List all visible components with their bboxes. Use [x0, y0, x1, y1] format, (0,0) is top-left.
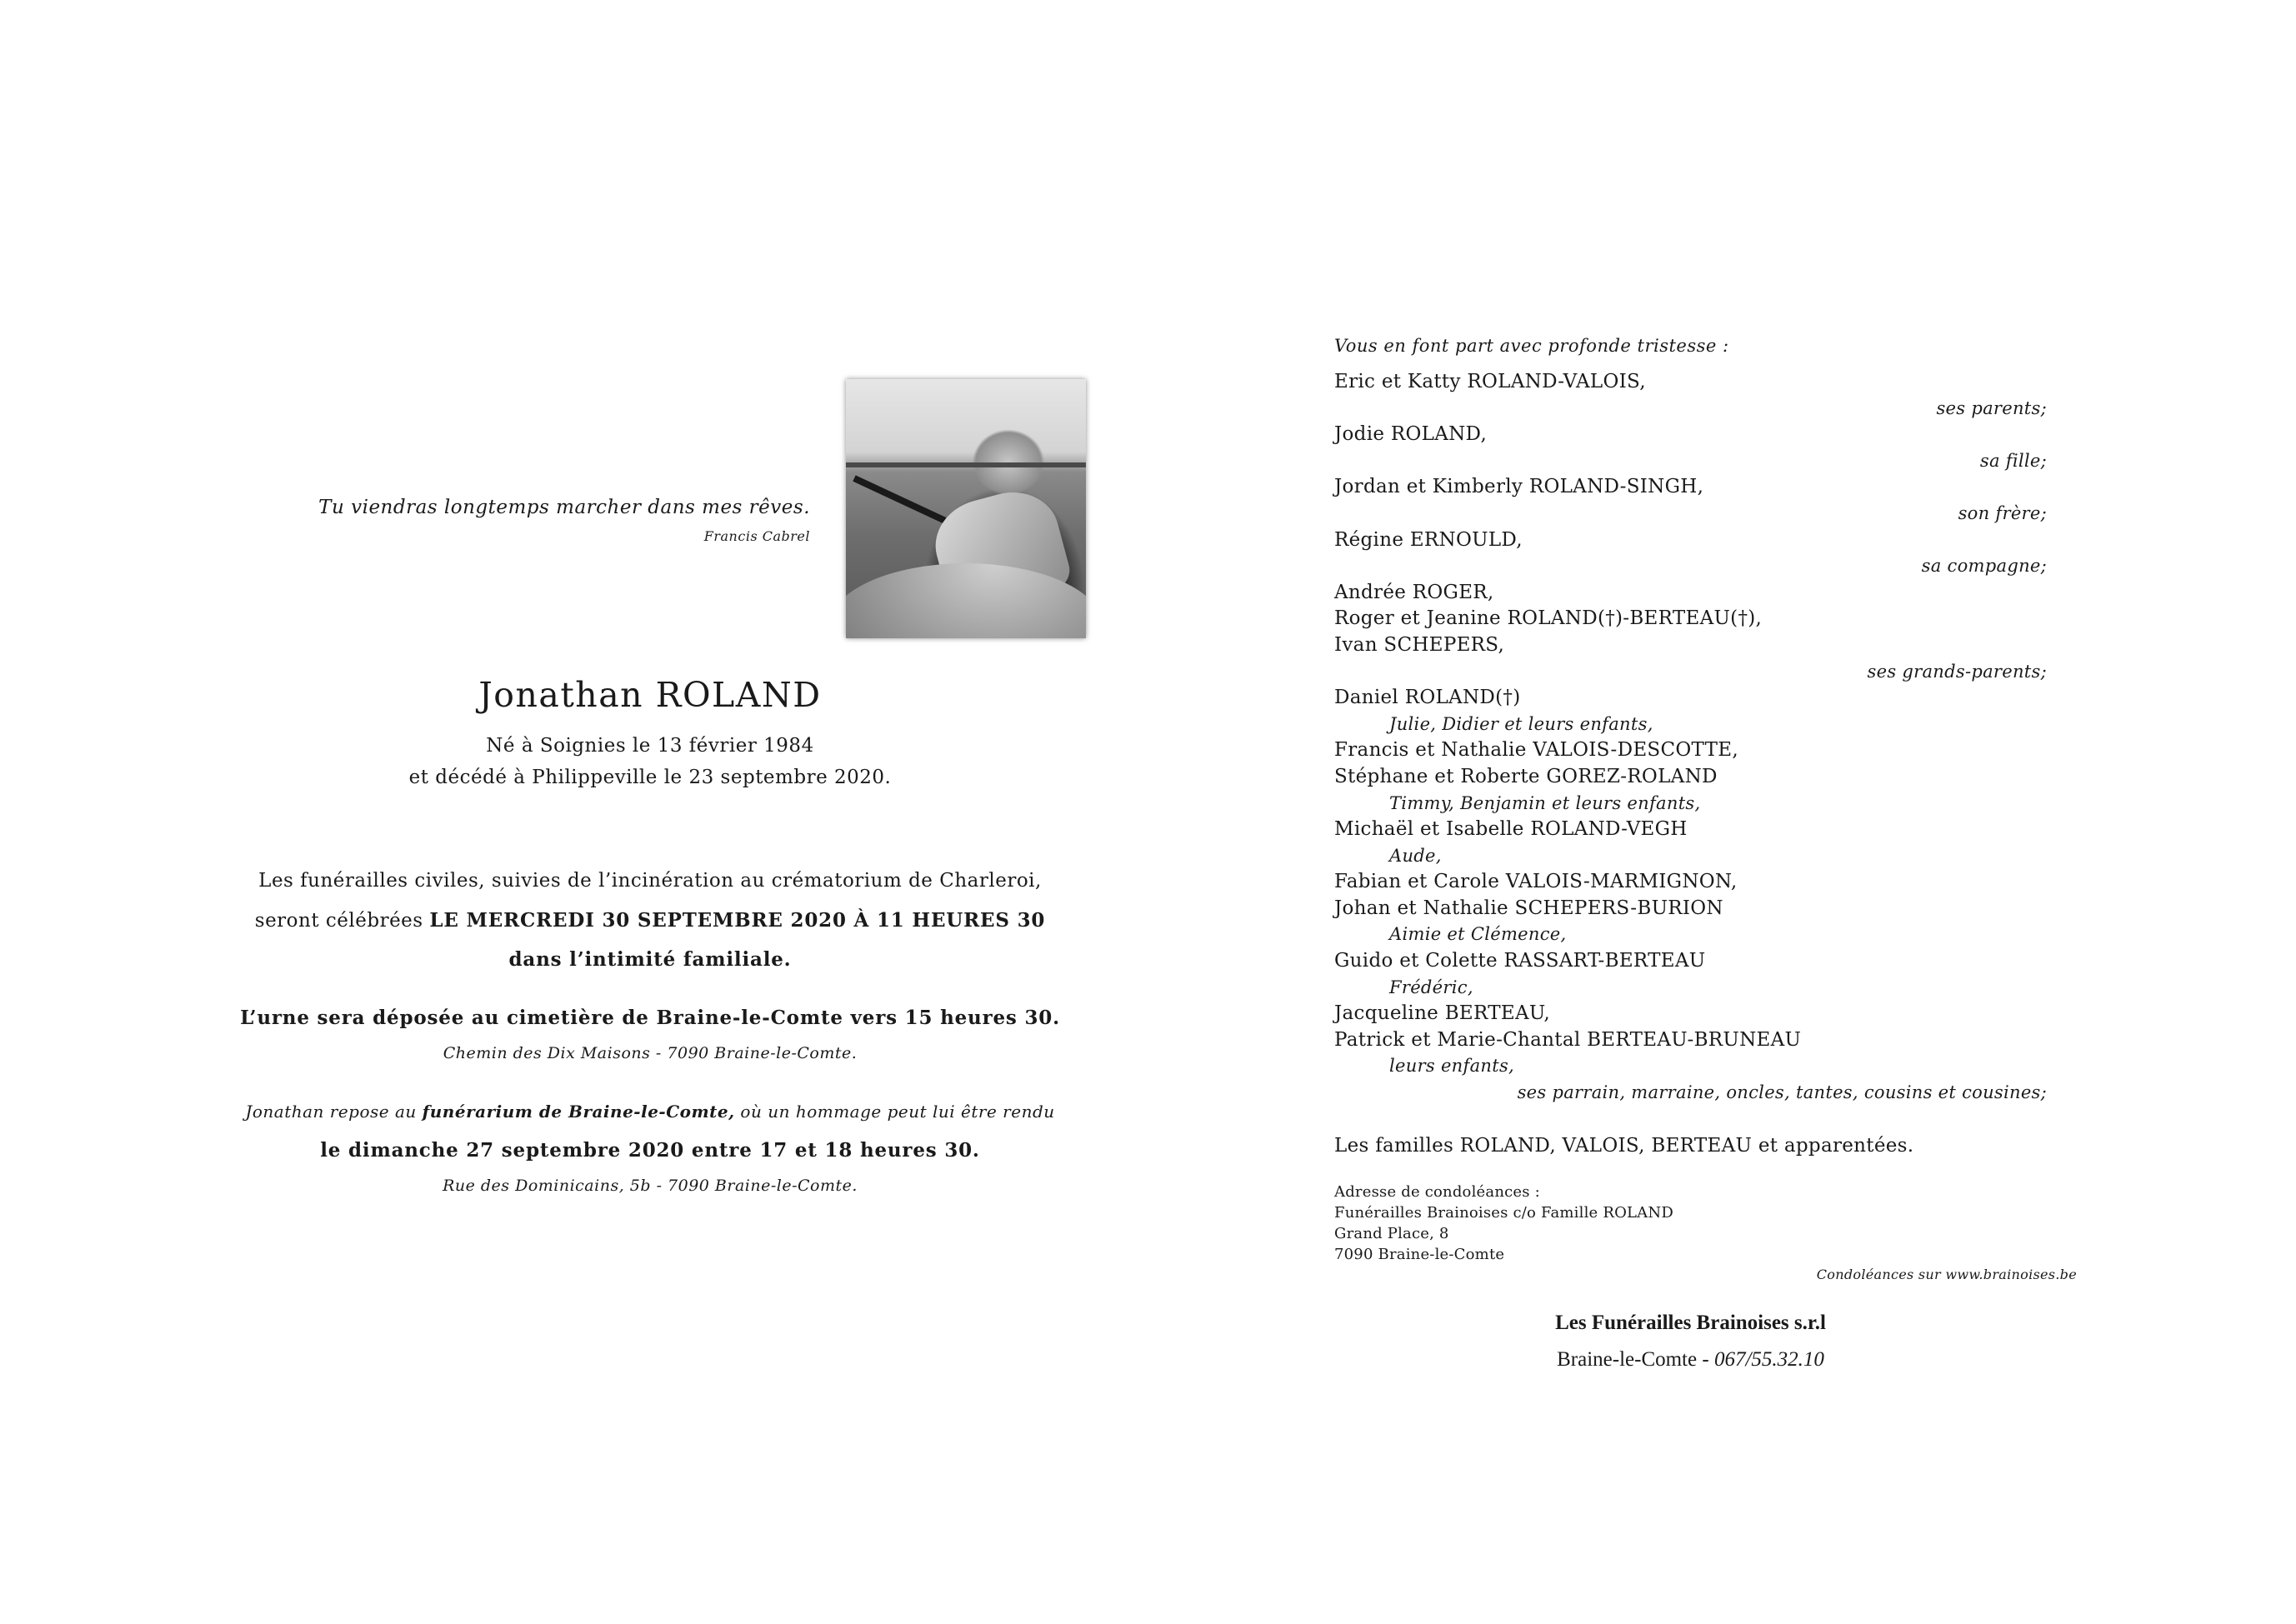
funeral-date: LE MERCREDI 30 SEPTEMBRE 2020 À 11 HEURES 30: [429, 909, 1046, 932]
contact-separator: -: [1697, 1348, 1714, 1371]
condolence-address-line: 7090 Braine-le-Comte: [1334, 1246, 1505, 1263]
epitaph-quote: Tu viendras longtemps marcher dans mes rêves.: [318, 497, 810, 518]
deceased-name: Jonathan ROLAND: [478, 675, 822, 715]
company-phone: 067/55.32.10: [1713, 1348, 1824, 1371]
urn-info: L’urne sera déposée au cimetière de Braine-le-Comte vers 15 heures 30.: [240, 1007, 1060, 1029]
family-relation: ses grands-parents;: [1867, 661, 2047, 682]
condolence-website: Condoléances sur www.brainoises.be: [1816, 1267, 2077, 1282]
company-city: Braine-le-Comte: [1557, 1348, 1698, 1371]
family-row: Francis et Nathalie VALOIS-DESCOTTE,: [1334, 739, 1738, 762]
family-list: [1334, 369, 2047, 1107]
family-relation: ses parents;: [1936, 397, 2047, 418]
condolence-address-label: Adresse de condoléances :: [1334, 1183, 1540, 1201]
announcement-intro: Vous en font part avec profonde tristesse :: [1334, 336, 1729, 356]
family-relation: son frère;: [1958, 502, 2047, 523]
family-row: Daniel ROLAND(†): [1334, 687, 1521, 709]
family-row: Michaël et Isabelle ROLAND-VEGH: [1334, 818, 1688, 841]
families-line: Les familles ROLAND, VALOIS, BERTEAU et apparentées.: [1334, 1135, 1914, 1157]
repose-when: le dimanche 27 septembre 2020 entre 17 et 18 heures 30.: [320, 1139, 980, 1162]
family-row: Jordan et Kimberly ROLAND-SINGH,: [1334, 476, 1704, 498]
family-children: Timmy, Benjamin et leurs enfants,: [1389, 792, 1701, 813]
condolence-address-line: Funérailles Brainoises c/o Famille ROLAND: [1334, 1204, 1673, 1222]
repose-place: funérarium de Braine-le-Comte,: [422, 1102, 735, 1122]
repose-line: [192, 1102, 1108, 1122]
repose-prefix: Jonathan repose au: [245, 1102, 423, 1122]
repose-address: Rue des Dominicains, 5b - 7090 Braine-le-Comte.: [443, 1177, 858, 1195]
repose-suffix: où un hommage peut lui être rendu: [734, 1102, 1055, 1122]
family-children: Aude,: [1389, 845, 1442, 866]
family-row: Stéphane et Roberte GOREZ-ROLAND: [1334, 765, 1718, 787]
family-row: Eric et Katty ROLAND-VALOIS,: [1334, 371, 1646, 392]
funeral-line-1: Les funérailles civiles, suivies de l’incinération au crématorium de Charleroi,: [258, 870, 1042, 892]
family-children: Julie, Didier et leurs enfants,: [1389, 713, 1653, 734]
family-row: Guido et Colette RASSART-BERTEAU: [1334, 950, 1706, 972]
birth-info: Né à Soignies le 13 février 1984: [486, 735, 814, 757]
family-children: Aimie et Clémence,: [1389, 924, 1567, 945]
family-relation: sa compagne;: [1921, 556, 2047, 577]
family-row: Jacqueline BERTEAU,: [1334, 1002, 1551, 1025]
family-row: Johan et Nathalie SCHEPERS-BURION: [1334, 897, 1723, 919]
death-info: et décédé à Philippeville le 23 septembre 2020.: [408, 767, 892, 788]
family-row: Fabian et Carole VALOIS-MARMIGNON,: [1334, 871, 1738, 893]
family-relation: sa fille;: [1979, 450, 2047, 471]
funeral-line-2-prefix: seront célébrées: [254, 910, 430, 932]
family-row: Patrick et Marie-Chantal BERTEAU-BRUNEAU: [1334, 1028, 1802, 1051]
family-row: Jodie ROLAND,: [1334, 423, 1488, 446]
family-children: Frédéric,: [1389, 977, 1473, 997]
portrait-photo: [846, 379, 1086, 638]
funeral-line-3: dans l’intimité familiale.: [508, 948, 792, 971]
family-row: Régine ERNOULD,: [1334, 528, 1523, 551]
family-relation: ses parrain, marraine, oncles, tantes, cousins et cousines;: [1517, 1082, 2047, 1103]
family-row: Ivan SCHEPERS,: [1334, 633, 1505, 656]
urn-address: Chemin des Dix Maisons - 7090 Braine-le-Comte.: [443, 1044, 858, 1062]
family-row: Roger et Jeanine ROLAND(†)-BERTEAU(†),: [1334, 607, 1763, 630]
quote-author: Francis Cabrel: [703, 528, 810, 544]
company-name: Les Funérailles Brainoises s.r.l: [1555, 1312, 1826, 1334]
condolence-address-line: Grand Place, 8: [1334, 1225, 1449, 1242]
company-contact: [1334, 1348, 2047, 1372]
family-children: leurs enfants,: [1389, 1056, 1515, 1077]
funeral-line-2: [192, 909, 1108, 932]
family-row: Andrée ROGER,: [1334, 581, 1494, 603]
